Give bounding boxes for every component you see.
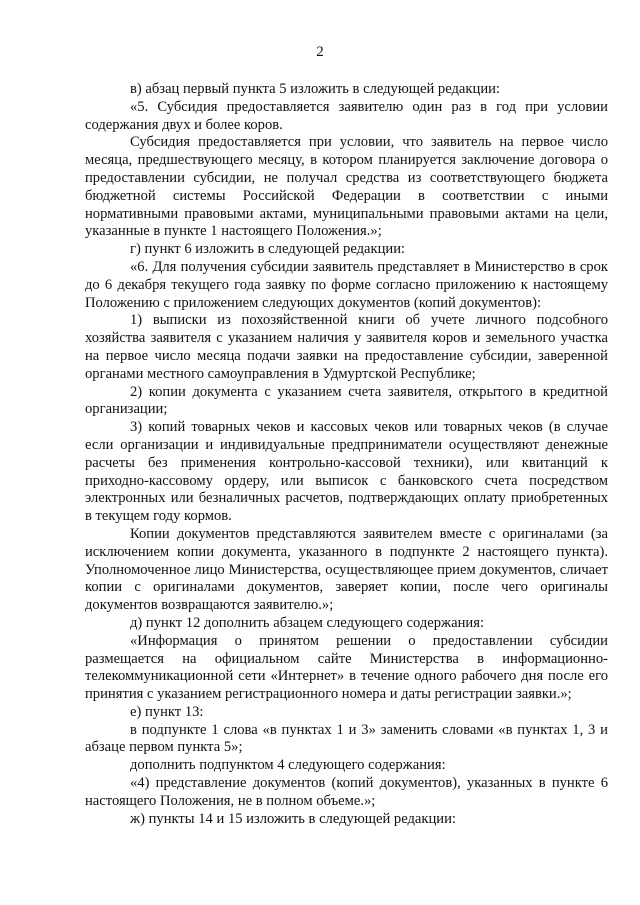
paragraph: «5. Субсидия предоставляется заявителю один раз в год при условии содержания двух и более коров.	[85, 98, 608, 133]
document-body	[85, 81, 608, 828]
paragraph: ж) пункты 14 и 15 изложить в следующей редакции:	[130, 810, 456, 827]
paragraph: г) пункт 6 изложить в следующей редакции:	[130, 241, 406, 258]
paragraph: «6. Для получения субсидии заявитель представляет в Министерство в срок до 6 декабря текущего года заявку по форме согласно приложению к настоящему Положению с приложением следующих документов (копий документов):	[85, 258, 608, 311]
paragraph: «Информация о принятом решении о предоставлении субсидии размещается на официальном сайте Министерства в информационно-телекоммуникационной сети «Интернет» в течение одного рабочего дня после его принятия с указанием регистрационного номера и даты регистрации заявки.»;	[85, 632, 608, 703]
paragraph: 2) копии документа с указанием счета заявителя, открытого в кредитной организации;	[85, 383, 608, 418]
paragraph: е) пункт 13:	[130, 703, 204, 720]
paragraph: дополнить подпунктом 4 следующего содержания:	[130, 757, 446, 774]
paragraph: 1) выписки из похозяйственной книги об учете личного подсобного хозяйства заявителя с указанием наличия у заявителя коров и земельного участка на первое число месяца подачи заявки на предоставление субсидии, заверенной органами местного самоуправления в Удмуртской Республике;	[85, 312, 608, 382]
page-number: 2	[316, 44, 324, 60]
paragraph: в подпункте 1 слова «в пунктах 1 и 3» заменить словами «в пунктах 1, 3 и абзаце первом пункта 5»;	[85, 721, 608, 756]
paragraph: 3) копий товарных чеков и кассовых чеков или товарных чеков (в случае если организации и индивидуальные предприниматели осуществляют денежные расчеты без применения контрольно-кассовой техники), или квитанций к приходно-кассовому ордеру, или выписок с банковского счета посредством электронных или безналичных расчетов, подтверждающих оплату приобретенных в текущем году кормов.	[85, 419, 608, 525]
paragraph: Субсидия предоставляется при условии, что заявитель на первое число месяца, предшествующего месяцу, в котором планируется заключение договора о предоставлении субсидии, не получал средства из соответствующего бюджета бюджетной системы Российской Федерации в соответствии с иными нормативными правовыми актами, муниципальными правовыми актами на цели, указанные в пункте 1 настоящего Положения.»;	[85, 134, 608, 240]
paragraph: д) пункт 12 дополнить абзацем следующего содержания:	[130, 614, 485, 631]
paragraph: в) абзац первый пункта 5 изложить в следующей редакции:	[130, 81, 500, 97]
paragraph: Копии документов представляются заявителем вместе с оригиналами (за исключением копии документа, указанного в подпункте 2 настоящего пункта). Уполномоченное лицо Министерства, осуществляющее прием документов, сличает копии с оригиналами документов, заверяет копии, после чего оригиналы документов возвращаются заявителю.»;	[85, 525, 608, 614]
paragraph: «4) представление документов (копий документов), указанных в пункте 6 настоящего Положения, не в полном объеме.»;	[85, 775, 608, 809]
